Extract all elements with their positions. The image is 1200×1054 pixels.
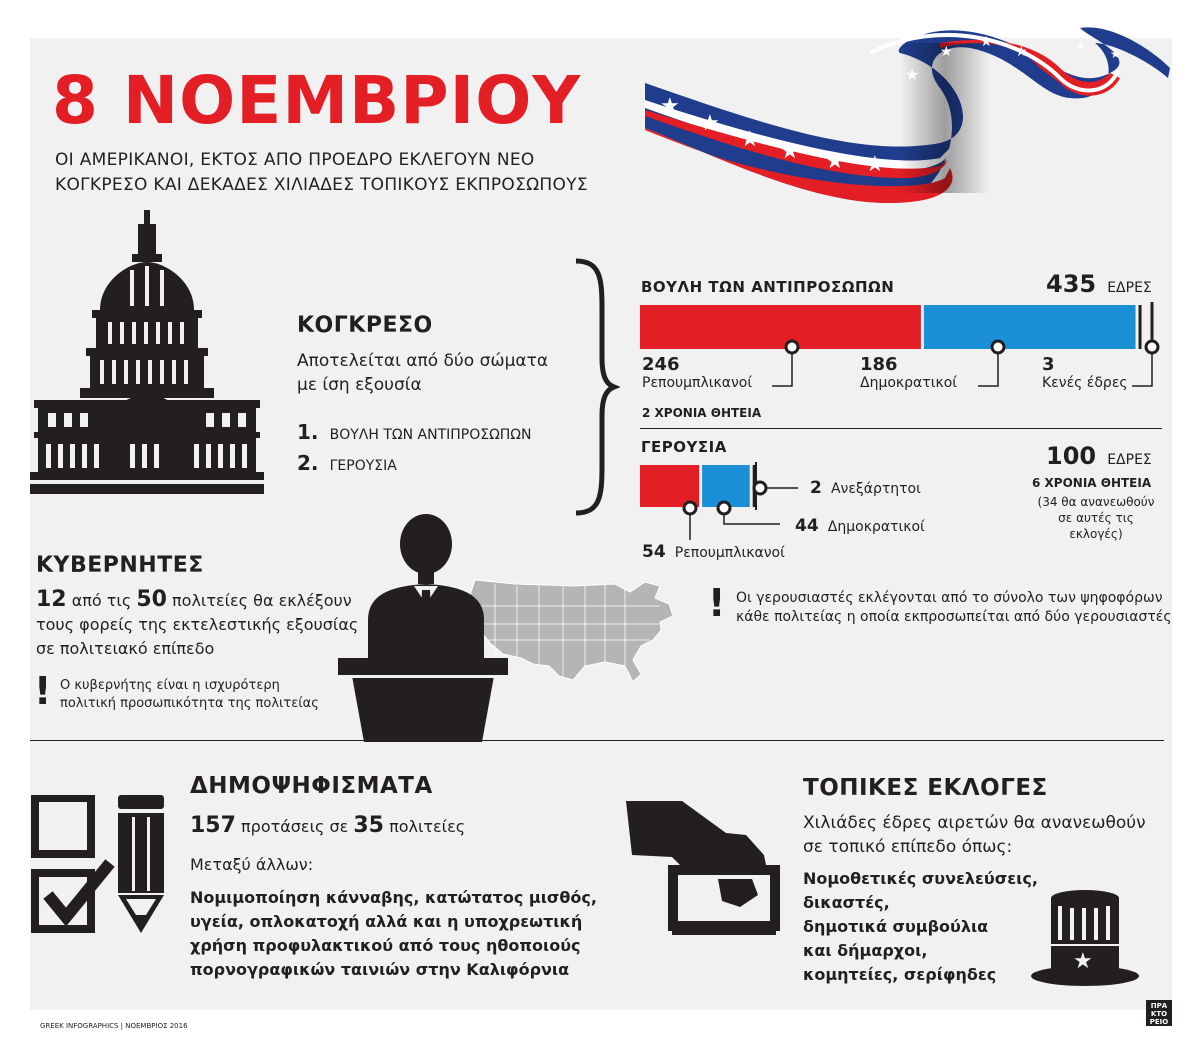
svg-text:★: ★ <box>1075 39 1086 53</box>
house-leader-line <box>1132 353 1152 386</box>
local-title: ΤΟΠΙΚΕΣ ΕΚΛΟΓΕΣ <box>803 775 1048 801</box>
house-empty-label: 3 Κενές έδρες <box>1042 354 1128 391</box>
svg-text:★: ★ <box>940 44 953 60</box>
svg-text:★: ★ <box>905 65 920 84</box>
senate-term-note: (34 θα ανανεωθούν σε αυτές τις εκλογές) <box>1037 495 1155 541</box>
senate-bar-dem <box>702 465 750 507</box>
house-dem-label: 186 Δημοκρατικοί <box>860 354 958 391</box>
svg-text:★: ★ <box>980 34 993 50</box>
senate-chart <box>640 460 800 540</box>
svg-text:★: ★ <box>780 139 800 164</box>
divider <box>640 428 1162 429</box>
senate-term: 6 ΧΡΟΝΙΑ ΘΗΤΕΙΑ <box>1032 476 1152 490</box>
house-marker <box>992 341 1004 353</box>
governors-note: Ο κυβερνήτης είναι η ισχυρότερη πολιτική προσωπικότητα της πολιτείας <box>60 678 319 711</box>
ribbon-flag-icon <box>640 8 1180 208</box>
page-subtitle: ΟΙ ΑΜΕΡΙΚΑΝΟΙ, ΕΚΤΟΣ ΑΠΟ ΠΡΟΕΔΡΟ ΕΚΛΕΓΟΥΝ ΝΕΟ ΚΟΓΚΡΕΣΟ ΚΑΙ ΔΕΚΑΔΕΣ ΧΙΛΙΑΔΕΣ ΤΟΠΙΚΟΥΣ ΕΚΠΡΟΣΩΠΟΥΣ <box>55 150 588 195</box>
svg-text:★: ★ <box>865 152 885 177</box>
senate-marker <box>754 482 766 494</box>
local-description: Χιλιάδες έδρες αιρετών θα ανανεωθούν σε τοπικό επίπεδο όπως: <box>803 813 1146 857</box>
local-list: Νομοθετικές συνελεύσεις, δικαστές, δημοτικά συμβούλια και δήμαρχοι, κομητείες, σερίφηδες <box>803 869 1038 984</box>
exclamation-icon: ! <box>34 669 52 713</box>
governors-description: 12 από τις 50 πολιτείες θα εκλέξουν τους φορείς της εκτελεστικής εξουσίας σε πολιτειακό επίπεδο <box>36 587 359 658</box>
section-divider <box>30 740 1164 741</box>
ballot-hand-icon <box>622 795 787 935</box>
uncle-sam-hat-icon <box>1028 888 1143 988</box>
house-total: 435 ΕΔΡΕΣ <box>1046 270 1152 298</box>
house-term: 2 ΧΡΟΝΙΑ ΘΗΤΕΙΑ <box>642 406 762 420</box>
svg-text:★: ★ <box>825 149 845 174</box>
congress-item-house: 1. ΒΟΥΛΗ ΤΩΝ ΑΝΤΙΠΡΟΣΩΠΩΝ <box>297 420 532 444</box>
pencil-icon <box>112 795 172 935</box>
house-title: ΒΟΥΛΗ ΤΩΝ ΑΝΤΙΠΡΟΣΩΠΩΝ <box>641 278 895 296</box>
senate-leader-line <box>724 514 780 524</box>
congress-description: Αποτελείται από δύο σώματα με ίση εξουσία <box>297 351 549 395</box>
congress-item-senate: 2. ΓΕΡΟΥΣΙΑ <box>297 451 397 475</box>
house-bar-empty <box>1139 305 1142 349</box>
governors-title: ΚΥΒΕΡΝΗΤΕΣ <box>36 553 204 578</box>
referendums-title: ΔΗΜΟΨΗΦΙΣΜΑΤΑ <box>190 773 433 799</box>
page-title: 8 ΝΟΕΜΒΡΙΟΥ <box>52 62 582 139</box>
house-bar-rep <box>640 305 921 349</box>
footer-credit: GREEK INFOGRAPHICS | ΝΟΕΜΒΡΙΟΣ 2016 <box>40 1022 188 1030</box>
svg-text:★: ★ <box>1073 949 1093 974</box>
senate-ind-label: 2 Ανεξάρτητοι <box>810 478 921 498</box>
capitol-icon <box>30 210 265 500</box>
podium-speaker-icon <box>338 510 508 742</box>
house-leader-line <box>978 353 998 386</box>
house-rep-label: 246 Ρεπουμπλικανοί <box>642 354 753 391</box>
senate-marker <box>684 502 696 514</box>
svg-text:★: ★ <box>740 127 760 152</box>
referendums-list: Νομιμοποίηση κάνναβης, κατώτατος μισθός, υγεία, οπλοκατοχή αλλά και η υποχρεωτική χρήση προφυλακτικού από τους ηθοποιούς πορνογραφικών ταινιών στην Καλιφόρνια <box>190 888 597 979</box>
house-leader-line <box>772 353 792 386</box>
house-marker <box>1146 341 1158 353</box>
svg-text:★: ★ <box>660 94 680 119</box>
brace-icon <box>570 258 620 516</box>
senate-marker <box>718 502 730 514</box>
senate-total: 100 ΕΔΡΕΣ <box>1046 442 1152 470</box>
senate-note: Οι γερουσιαστές εκλέγονται από το σύνολο των ψηφοφόρων κάθε πολιτείας η οποία εκπροσωπείται από δύο γερουσιαστές <box>736 590 1172 625</box>
house-bar-dem <box>924 305 1136 349</box>
referendums-among: Μεταξύ άλλων: <box>190 855 314 874</box>
svg-text:★: ★ <box>1110 47 1121 61</box>
publisher-logo: ΠΡΑ ΚΤΟ ΡΕΙΟ <box>1146 1000 1172 1026</box>
referendums-counts: 157 προτάσεις σε 35 πολιτείες <box>190 813 466 838</box>
senate-rep-label: 54 Ρεπουμπλικανοί <box>642 542 785 562</box>
congress-title: ΚΟΓΚΡΕΣΟ <box>297 313 433 338</box>
senate-title: ΓΕΡΟΥΣΙΑ <box>641 438 727 456</box>
svg-text:★: ★ <box>1015 44 1028 60</box>
house-marker <box>786 341 798 353</box>
exclamation-icon: ! <box>708 581 726 625</box>
svg-text:★: ★ <box>700 111 720 136</box>
senate-dem-label: 44 Δημοκρατικοί <box>795 516 925 536</box>
